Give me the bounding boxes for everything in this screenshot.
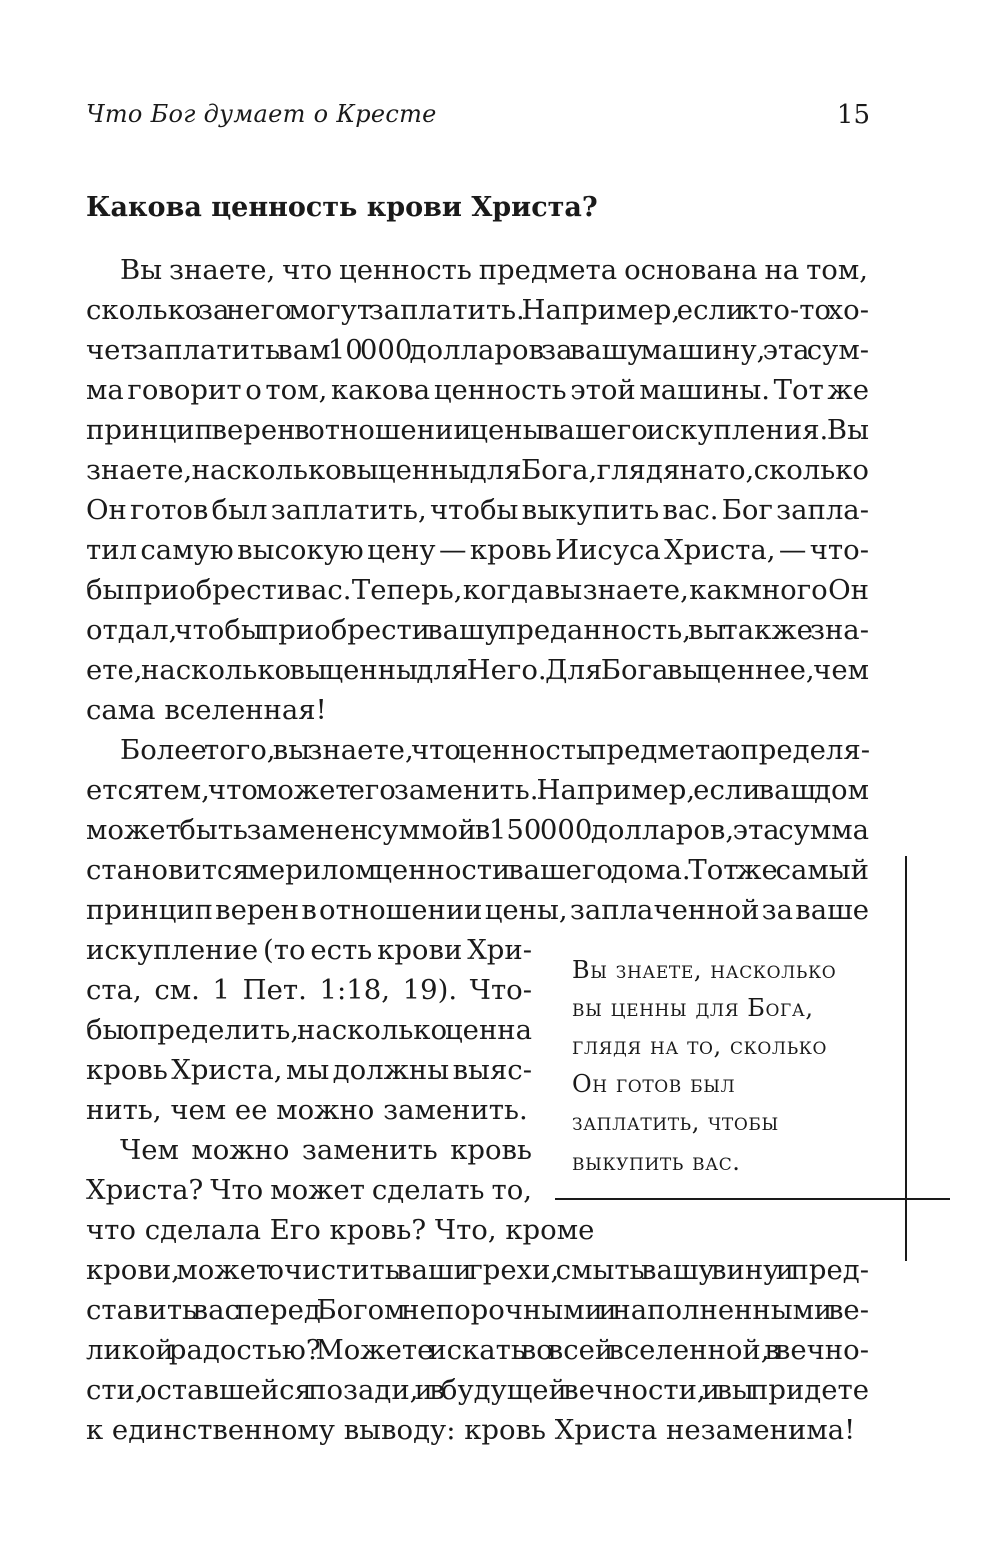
body-line: может быть заменен суммой в 150 000 долларов, эта сумма [86, 814, 869, 846]
body-line: чет заплатить вам 10 000 долларов за вашу машину, эта сум- [86, 334, 869, 366]
body-line: сама вселенная! [86, 694, 327, 726]
body-line: ма говорит о том, какова ценность этой машины. Тот же [86, 374, 869, 406]
body-line: Он готов был заплатить, чтобы выкупить вас. Бог запла- [86, 494, 869, 526]
body-line: ставить вас перед Богом непорочными и наполненными ве- [86, 1294, 869, 1326]
pull-quote-vertical-rule [905, 856, 907, 1261]
body-line: бы определить, насколько ценна [86, 1014, 532, 1046]
body-line: знаете, насколько вы ценны для Бога, глядя на то, сколько [86, 454, 869, 486]
body-line: Вы знаете, что ценность предмета основана на том, [120, 254, 868, 286]
running-title: Что Бог думает о Кресте [86, 100, 437, 128]
body-line: бы приобрести вас. Теперь, когда вы знаете, как много Он [86, 574, 869, 606]
body-line: отдал, чтобы приобрести вашу преданность, вы также зна- [86, 614, 869, 646]
body-line: нить, чем ее можно заменить. [86, 1094, 528, 1126]
body-line: ста, см. 1 Пет. 1:18, 19). Что- [86, 974, 532, 1006]
body-line: принцип верен в отношении цены, заплаченной за ваше [86, 894, 869, 926]
body-line: Более того, вы знаете, что ценность предмета определя- [120, 734, 870, 766]
body-line: что сделала Его кровь? Что, кроме [86, 1214, 595, 1246]
body-line: ликой радостью? Можете искать во всей вселенной, в вечно- [86, 1334, 869, 1366]
pull-quote-line: заплатить, чтобы [572, 1108, 779, 1136]
body-line: ете, насколько вы ценны для Него. Для Бога вы ценнее, чем [86, 654, 869, 686]
body-line: Чем можно заменить кровь [120, 1134, 532, 1166]
pull-quote-line: выкупить вас. [572, 1148, 741, 1176]
body-line: становится мерилом ценности вашего дома. Тот же самый [86, 854, 869, 886]
page-number: 15 [836, 100, 870, 130]
pull-quote-line: глядя на то, сколько [572, 1032, 828, 1060]
body-line: к единственному выводу: кровь Христа незаменима! [86, 1414, 856, 1446]
body-line: тил самую высокую цену — кровь Иисуса Христа, — что- [86, 534, 869, 566]
pull-quote-line: вы ценны для Бога, [572, 994, 814, 1022]
section-heading: Какова ценность крови Христа? [86, 192, 598, 223]
body-line: крови, может очистить ваши грехи, смыть вашу вину и пред- [86, 1254, 869, 1286]
pull-quote-line: Он готов был [572, 1070, 736, 1098]
body-line: ется тем, что может его заменить. Например, если ваш дом [86, 774, 869, 806]
body-line: Христа? Что может сделать то, [86, 1174, 532, 1206]
body-line: принцип верен в отношении цены вашего искупления. Вы [86, 414, 869, 446]
pull-quote-line: Вы знаете, насколько [572, 956, 837, 984]
body-line: сти, оставшейся позади, и в будущей вечности, и вы придете [86, 1374, 869, 1406]
body-line: кровь Христа, мы должны выяс- [86, 1054, 532, 1086]
body-line: сколько за него могут заплатить. Например, если кто-то хо- [86, 294, 869, 326]
body-line: искупление (то есть крови Хри- [86, 934, 532, 966]
pull-quote-horizontal-rule [555, 1198, 950, 1200]
